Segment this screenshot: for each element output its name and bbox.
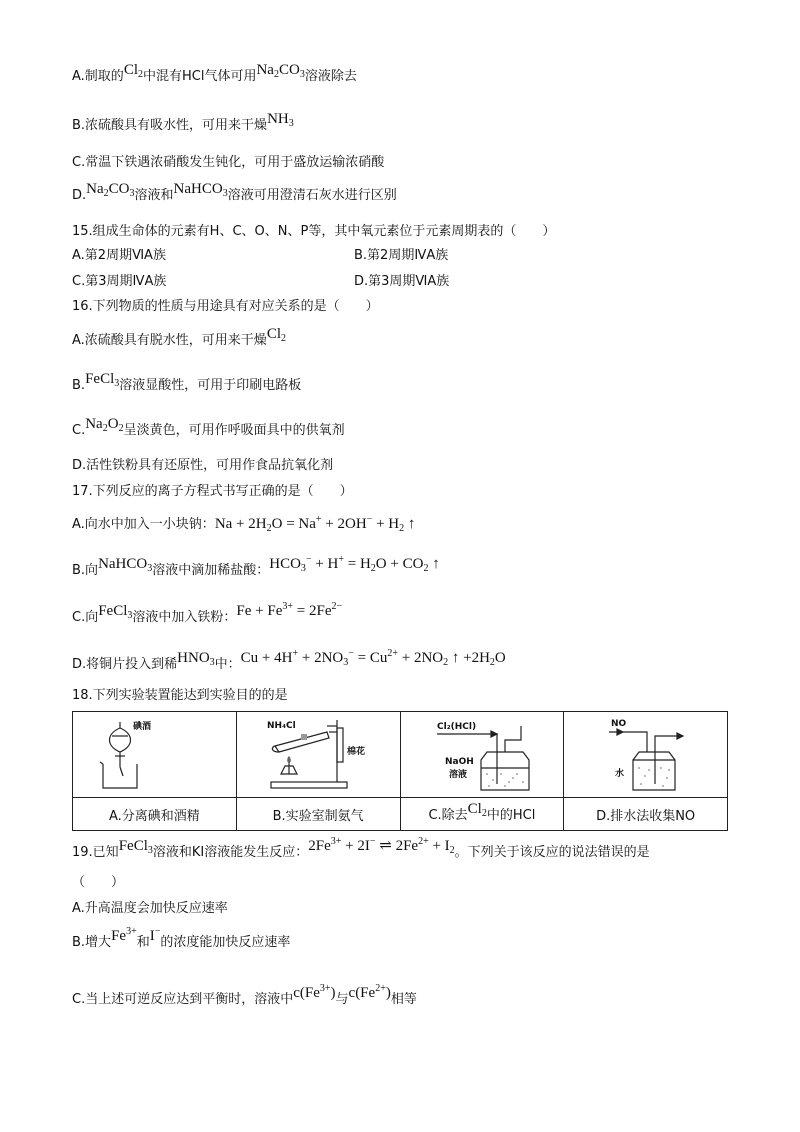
formula-na2co3: $Na_2CO_3$: [86, 181, 135, 199]
formula-na2co3: $Na_2CO_3$: [256, 62, 305, 80]
equation: $Fe + Fe^{3+} = 2Fe^{2-}$: [236, 601, 343, 619]
q15-option-d[interactable]: D.第3周期ⅥA族: [354, 274, 450, 289]
apparatus-b-cell: [236, 712, 400, 798]
q17-option-b[interactable]: B.向NaHCO$_3$溶液中滴加稀盐酸：$HCO_3^- + H^+ = H_2O + CO_2$ ↑: [72, 554, 440, 578]
apparatus-a-label: 碘酒: [133, 722, 152, 732]
q15-option-c[interactable]: C.第3周期ⅣA族: [72, 274, 167, 289]
caption-option-a[interactable]: A.分离碘和酒精: [73, 798, 237, 831]
q17-option-c[interactable]: C.向FeCl$_3$溶液中加入铁粉：$Fe + Fe^{3+} = 2Fe^{2-}$: [72, 601, 343, 625]
q15-option-b[interactable]: B.第2周期ⅣA族: [354, 248, 449, 263]
apparatus-c-cell: [400, 712, 564, 798]
q19-option-a[interactable]: A.升高温度会加快反应速率: [72, 901, 228, 916]
caption-option-b[interactable]: B.实验室制氨气: [236, 798, 400, 831]
separatory-funnel-diagram: [73, 712, 236, 793]
equation: $HCO_3^- + H^+ = H_2O + CO_2$ ↑: [269, 554, 440, 574]
formula-hno3: $HNO_3$: [177, 650, 215, 668]
formula-nh3: $NH_3$: [267, 111, 294, 129]
q16-option-d[interactable]: D.活性铁粉具有还原性，可用作食品抗氧化剂: [72, 458, 334, 473]
formula-nahco3: NaHCO$_3$: [98, 556, 153, 574]
apparatus-d-cell: [564, 712, 728, 798]
formula-cl2: $Cl_2$: [266, 326, 286, 344]
apparatus-a-cell: [73, 712, 237, 798]
q14-option-a[interactable]: A.制取的$Cl_2$中混有HCl气体可用$Na_2CO_3$溶液除去: [72, 62, 357, 84]
q15-option-a[interactable]: A.第2周期ⅥA族: [72, 248, 166, 263]
formula-cl2: $Cl_2$: [467, 800, 487, 819]
apparatus-b-label-reagent: NH₄Cl: [267, 721, 296, 731]
q19-answer-paren: （ ）: [72, 875, 125, 890]
formula-cl2: $Cl_2$: [123, 62, 143, 80]
water-displacement-diagram: [565, 712, 727, 793]
formula-fecl3: FeCl$_3$: [85, 371, 120, 389]
q16-option-c[interactable]: $C.Na_2O_2$呈淡黄色，可用作呼吸面具中的供氧剂: [72, 416, 345, 438]
concentration-fe2plus: $c(Fe^{2+})$: [348, 983, 391, 1001]
apparatus-b-label-cotton: 棉花: [347, 747, 366, 757]
q19-stem: 19.已知FeCl$_3$溶液和KI溶液能发生反应：$2Fe^{3+} + 2I^-$ ⇌ $2Fe^{2+} + I_2$。下列关于该反应的说法错误的是: [72, 836, 650, 860]
apparatus-c-label-naoh: NaOH: [444, 757, 474, 767]
apparatus-d-label-water: 水: [614, 769, 624, 779]
q19-option-b[interactable]: B.增大$Fe^{3+}$和I−的浓度能加快反应速率: [72, 926, 291, 950]
gas-washing-bottle-diagram: [401, 712, 564, 793]
formula-na2o2: $Na_2O_2$: [85, 416, 124, 434]
concentration-fe3plus: $c(Fe^{3+})$: [293, 983, 336, 1001]
equation: $2Fe^{3+} + 2I^-$ ⇌ $2Fe^{2+} + I_2$: [308, 836, 455, 856]
q16-stem: 16.下列物质的性质与用途具有对应关系的是（ ）: [72, 299, 379, 314]
q17-option-a[interactable]: A.向水中加入一小块钠：$Na + 2H_2O = Na^+ + 2OH^- + H_2$ ↑: [72, 514, 416, 534]
q14-option-c[interactable]: C.常温下铁遇浓硝酸发生钝化，可用于盛放运输浓硝酸: [72, 155, 385, 170]
apparatus-table: [72, 711, 728, 831]
q14-option-d[interactable]: $D.Na_2CO_3$溶液和NaHCO$_3$溶液可用澄清石灰水进行区别: [72, 181, 397, 203]
q17-option-d[interactable]: D.将铜片投入到稀$HNO_3$中：$Cu + 4H^+ + 2NO_3^- = Cu^{2+} + 2NO_2$ ↑ $+2H_2O$: [72, 648, 506, 672]
apparatus-d-label-gas: NO: [610, 719, 626, 729]
caption-option-d[interactable]: D.排水法收集NO: [564, 798, 728, 831]
caption-option-c[interactable]: C.除去$Cl_2$中的HCl: [400, 798, 564, 831]
q14-option-b[interactable]: B.浓硫酸具有吸水性，可用来干燥$NH_3$: [72, 111, 294, 133]
formula-fecl3: FeCl$_3$: [98, 603, 133, 621]
q18-stem: 18.下列实验装置能达到实验目的的是: [72, 688, 288, 703]
equation: $Na + 2H_2O = Na^+ + 2OH^- + H_2$ ↑: [214, 514, 416, 534]
q19-option-c[interactable]: C.当上述可逆反应达到平衡时，溶液中$c(Fe^{3+})$与$c(Fe^{2+})$相等: [72, 983, 417, 1007]
ammonia-setup-diagram: [237, 712, 399, 793]
q16-option-b[interactable]: B.FeCl$_3$溶液显酸性，可用于印刷电路板: [72, 371, 302, 393]
formula-fe3plus: $Fe^{3+}$: [111, 926, 137, 944]
q17-stem: 17.下列反应的离子方程式书写正确的是（ ）: [72, 484, 353, 499]
q16-option-a[interactable]: A.浓硫酸具有脱水性，可用来干燥$Cl_2$: [72, 326, 286, 348]
formula-nahco3: NaHCO$_3$: [173, 181, 228, 199]
formula-fecl3: FeCl$_3$: [118, 838, 153, 856]
q15-stem: 15.组成生命体的元素有H、C、O、N、P等，其中氧元素位于元素周期表的（ ）: [72, 224, 556, 239]
equation: $Cu + 4H^+ + 2NO_3^- = Cu^{2+} + 2NO_2$ ↑ $+2H_2O$: [240, 648, 506, 668]
apparatus-c-label-gas: Cl₂(HCl): [436, 722, 476, 732]
formula-iodide: I−: [149, 926, 161, 944]
apparatus-c-label-solution: 溶液: [448, 770, 467, 780]
